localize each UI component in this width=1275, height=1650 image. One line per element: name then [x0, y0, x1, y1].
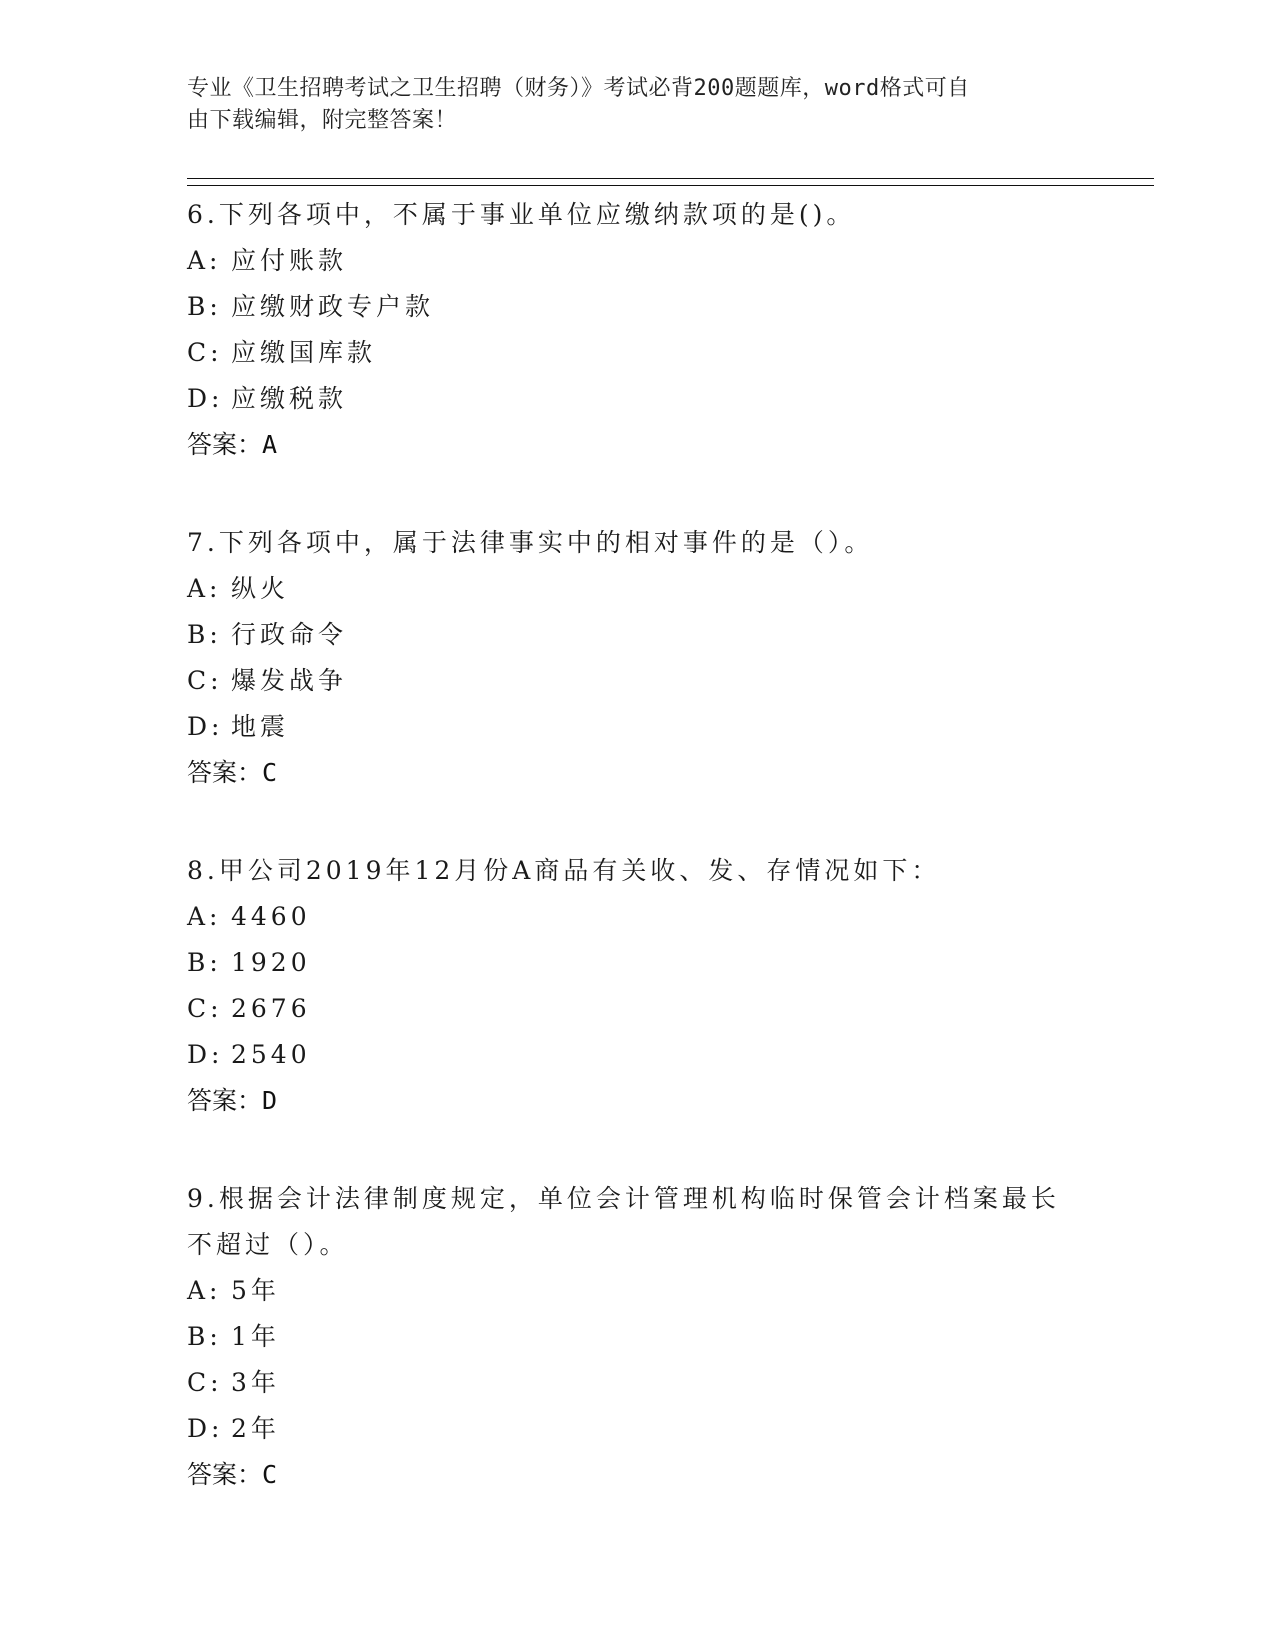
option-key: C: — [187, 994, 223, 1023]
option-a — [187, 894, 1087, 940]
option-text: 纵火 — [231, 574, 290, 603]
question-9 — [187, 1176, 1087, 1498]
option-key: D: — [187, 1414, 224, 1443]
option-key: B: — [187, 948, 222, 977]
option-text: 5年 — [231, 1276, 280, 1305]
option-key: B: — [187, 620, 222, 649]
option-key: B: — [187, 292, 222, 321]
question-stem: 8.甲公司2019年12月份A商品有关收、发、存情况如下： — [187, 856, 941, 885]
option-b — [187, 612, 1087, 658]
option-d — [187, 1032, 1087, 1078]
option-text: 2540 — [231, 1040, 311, 1069]
option-text: 2年 — [231, 1414, 280, 1443]
answer-line: 答案：A — [187, 430, 278, 459]
option-text: 应缴财政专户款 — [231, 292, 435, 321]
option-text: 行政命令 — [231, 620, 348, 649]
header-line-2: 由下载编辑，附完整答案！ — [187, 108, 458, 133]
option-a — [187, 1268, 1087, 1314]
option-c — [187, 658, 1087, 704]
option-text: 应缴税款 — [231, 384, 348, 413]
option-text: 1年 — [231, 1322, 280, 1351]
option-key: C: — [187, 338, 223, 367]
option-text: 2676 — [231, 994, 311, 1023]
option-text: 地震 — [231, 712, 290, 741]
option-b — [187, 1314, 1087, 1360]
option-key: A: — [187, 902, 222, 931]
answer-line: 答案：C — [187, 758, 278, 787]
question-7 — [187, 520, 1087, 796]
option-key: D: — [187, 1040, 224, 1069]
option-key: A: — [187, 246, 222, 275]
option-c — [187, 986, 1087, 1032]
option-key: C: — [187, 1368, 223, 1397]
answer-line: 答案：C — [187, 1460, 278, 1489]
option-key: D: — [187, 712, 224, 741]
question-stem: 6.下列各项中，不属于事业单位应缴纳款项的是()。 — [187, 200, 856, 229]
option-a — [187, 238, 1087, 284]
option-d — [187, 376, 1087, 422]
header-line-1: 专业《卫生招聘考试之卫生招聘（财务）》考试必背200题题库，word格式可自 — [187, 76, 970, 101]
option-text: 1920 — [231, 948, 311, 977]
answer-line: 答案：D — [187, 1086, 278, 1115]
question-8 — [187, 848, 1087, 1124]
option-d — [187, 704, 1087, 750]
option-c — [187, 330, 1087, 376]
question-list — [187, 192, 1087, 1550]
document-header — [187, 73, 1067, 137]
option-b — [187, 940, 1087, 986]
option-b — [187, 284, 1087, 330]
option-text: 应缴国库款 — [231, 338, 377, 367]
question-6 — [187, 192, 1087, 468]
option-c — [187, 1360, 1087, 1406]
question-stem: 9.根据会计法律制度规定，单位会计管理机构临时保管会计档案最长不超过（）。 — [187, 1184, 1060, 1259]
option-text: 应付账款 — [231, 246, 348, 275]
option-key: C: — [187, 666, 223, 695]
option-text: 4460 — [231, 902, 311, 931]
option-key: D: — [187, 384, 224, 413]
question-stem: 7.下列各项中，属于法律事实中的相对事件的是（）。 — [187, 528, 874, 557]
option-a — [187, 566, 1087, 612]
header-divider — [187, 178, 1154, 186]
option-key: A: — [187, 1276, 222, 1305]
option-key: A: — [187, 574, 222, 603]
option-text: 3年 — [231, 1368, 280, 1397]
option-text: 爆发战争 — [231, 666, 348, 695]
option-d — [187, 1406, 1087, 1452]
option-key: B: — [187, 1322, 222, 1351]
